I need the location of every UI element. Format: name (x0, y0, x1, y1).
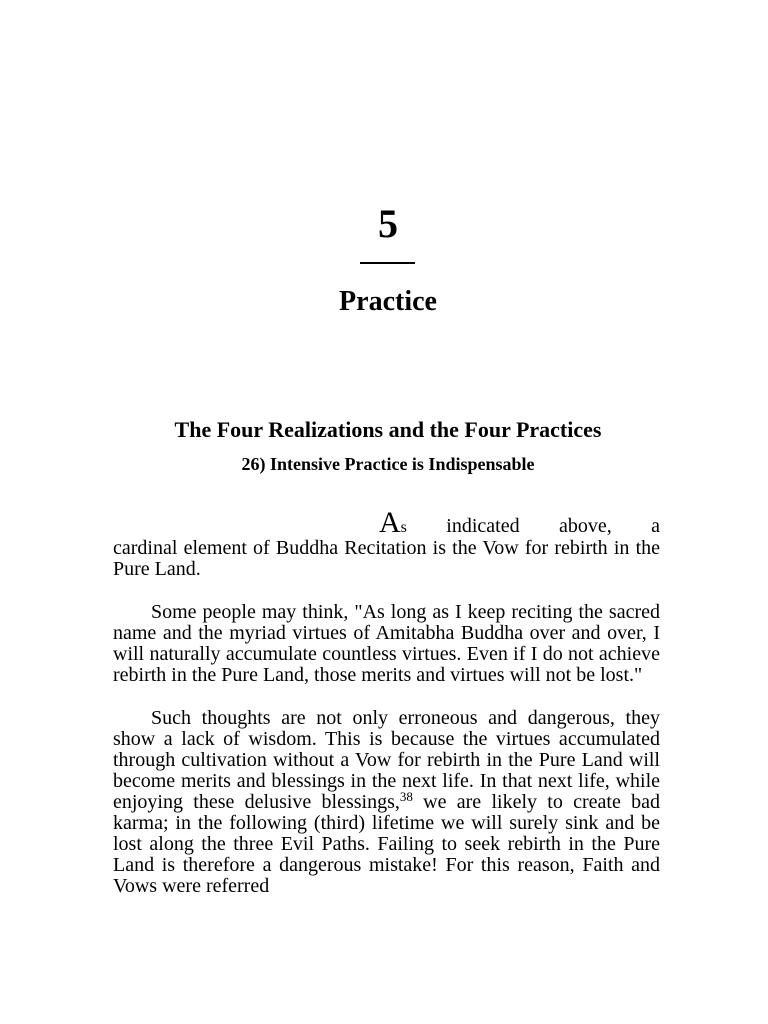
chapter-number: 5 (378, 201, 398, 246)
drop-cap: A (379, 506, 401, 539)
paragraph-3-part-1: Such thoughts are not only erroneous and dangerous, they show a lack of wisdom. This is because the virtues accumulated through cultivation without a Vow for rebirth in the Pure Land will become merits and blessings in the next life. In that next life, while enjoying these delusive blessings, (113, 707, 660, 813)
drop-cap-tail: s (400, 519, 407, 536)
paragraph-3-part-2: we are likely to create bad karma; in the following (third) lifetime we will surely sink and be lost along the three Evil Paths. Failing to seek rebirth in the Pure Land is therefore a dangerous mistake! For this reason, Faith and Vows were referred (113, 791, 660, 897)
chapter-divider (360, 262, 415, 264)
paragraph-2: Some people may think, "As long as I keep reciting the sacred name and the myriad virtues of Amitabha Buddha over and over, I will naturally accumulate countless virtues. Even if I do not achieve rebirth in the Pure Land, those merits and virtues will not be lost." (113, 601, 660, 686)
subsection-title: 26) Intensive Practice is Indispensable (241, 454, 535, 474)
opening-word: indicated (446, 515, 520, 537)
paragraph-3 (113, 708, 660, 897)
chapter-title: Practice (339, 286, 437, 317)
section-title: The Four Realizations and the Four Practices (174, 417, 602, 442)
opening-word: a (651, 515, 660, 537)
opening-continuation: cardinal element of Buddha Recitation is the Vow for rebirth in the Pure Land. (113, 537, 660, 580)
opening-word: above, (558, 515, 612, 537)
drop-cap-word (379, 506, 407, 539)
body-text (113, 506, 660, 919)
paragraph-opening (113, 506, 660, 580)
footnote-marker: 38 (399, 789, 413, 804)
opening-first-line (113, 506, 660, 539)
